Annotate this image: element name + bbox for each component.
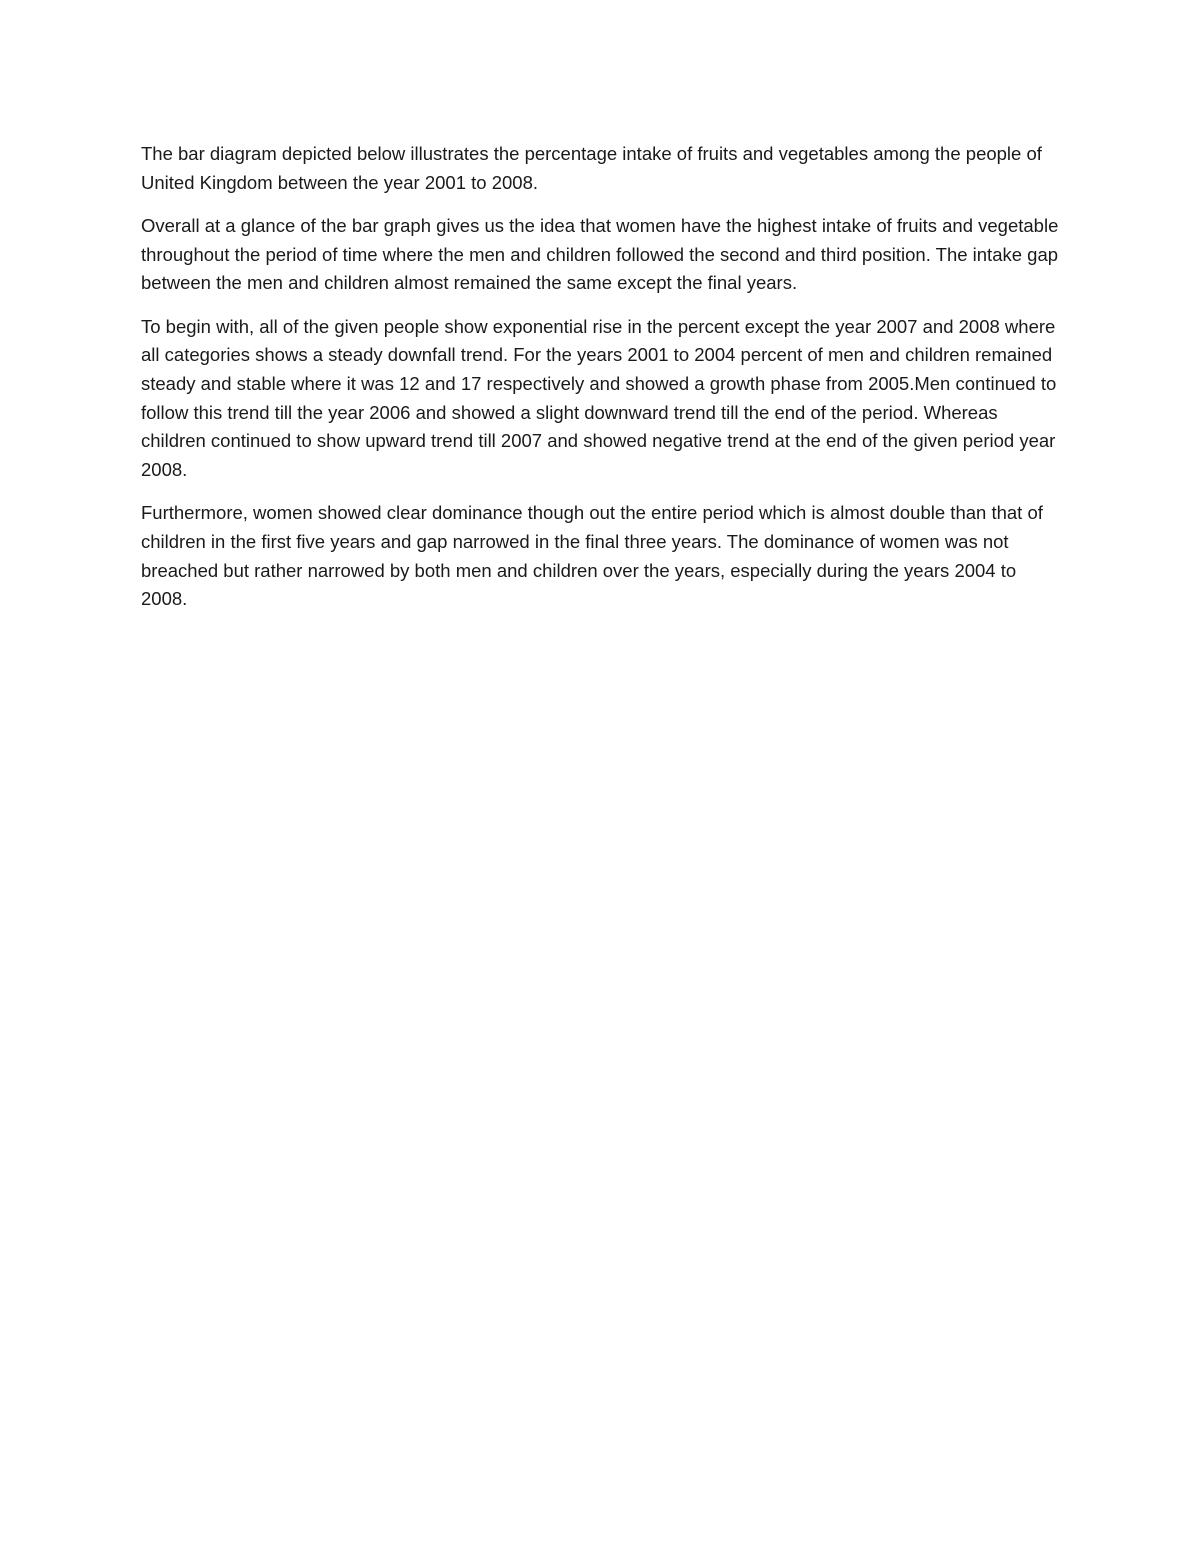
paragraph-conclusion: Furthermore, women showed clear dominance though out the entire period which is almost double than that of children in the first five years and gap narrowed in the final three years. The dominance of women was not breached but rather narrowed by both men and children over the years, especially during the years 2004 to 2008. (141, 502, 1043, 610)
paragraph-details: To begin with, all of the given people show exponential rise in the percent except the year 2007 and 2008 where all categories shows a steady downfall trend. For the years 2001 to 2004 percent of men and children remained steady and stable where it was 12 and 17 respectively and showed a growth phase from 2005.Men continued to follow this trend till the year 2006 and showed a slight downward trend till the end of the period. Whereas children continued to show upward trend till 2007 and showed negative trend at the end of the given period year 2008. (141, 315, 1057, 481)
document-body (141, 140, 1066, 629)
paragraph-overview: Overall at a glance of the bar graph gives us the idea that women have the highest intake of fruits and vegetable throughout the period of time where the men and children followed the second and third position. The intake gap between the men and children almost remained the same except the final years. (141, 214, 1059, 294)
paragraph-introduction: The bar diagram depicted below illustrates the percentage intake of fruits and vegetables among the people of United Kingdom between the year 2001 to 2008. (141, 143, 1042, 193)
